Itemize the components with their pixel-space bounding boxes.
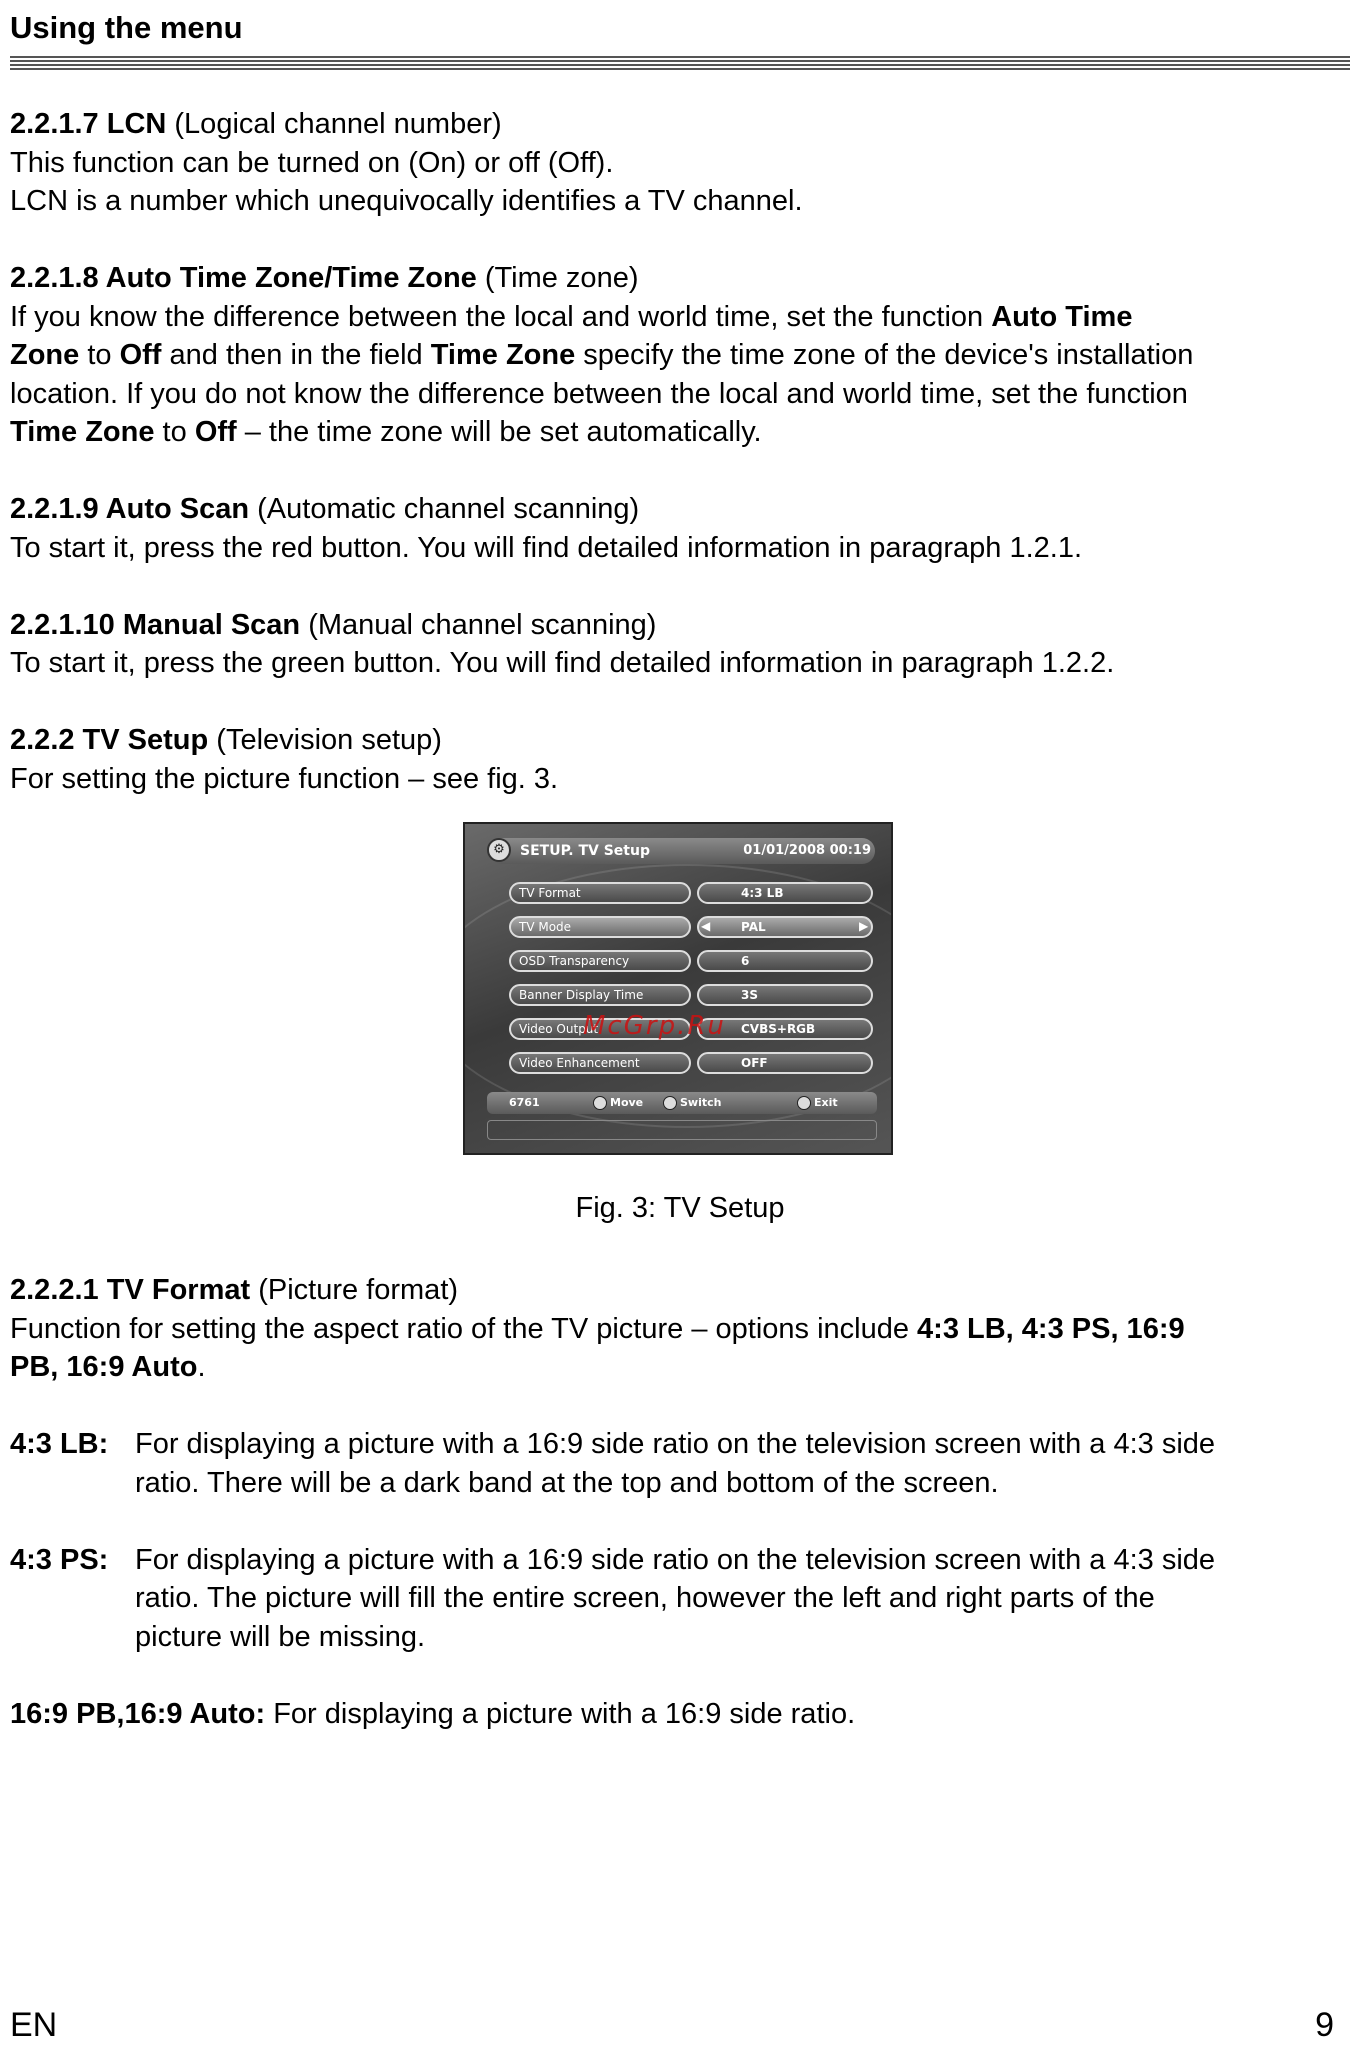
header-rule [10, 56, 1350, 70]
timezone-heading-number: 2.2.1.8 Auto Time Zone/Time Zone [10, 262, 477, 294]
def-16-9-line [10, 1695, 1350, 1734]
menu-row-value: 3S [697, 984, 873, 1006]
timezone-line-2-bold-a: Zone [10, 339, 80, 371]
timezone-line-4 [10, 413, 1350, 452]
manualscan-line-1: To start it, press the green button. You will find detailed information in paragraph 1.2.2. [10, 647, 1115, 679]
tvformat-line-1 [10, 1310, 1350, 1349]
page-number: 9 [1315, 2006, 1334, 2044]
autoscan-line-1: To start it, press the red button. You will find detailed information in paragraph 1.2.1. [10, 531, 1083, 564]
menu-row-label: TV Format [509, 882, 691, 904]
menu-row-banner-display-time[interactable] [509, 984, 873, 1006]
autoscan-heading-desc: (Automatic channel scanning) [249, 493, 640, 525]
menu-row-value: PAL [697, 916, 873, 938]
def-text-4-3-lb-1: For displaying a picture with a 16:9 side ratio on the television screen with a 4:3 side [135, 1428, 1216, 1460]
footer-exit-label: Exit [814, 1096, 838, 1109]
tvformat-line-2-dot: . [197, 1351, 206, 1383]
def-text-16-9: For displaying a picture with a 16:9 side ratio. [265, 1697, 856, 1730]
footer-switch-label: Switch [680, 1096, 722, 1109]
screen-datetime: 01/01/2008 00:19 [743, 843, 871, 858]
timezone-heading-desc: (Time zone) [476, 262, 639, 294]
page-header-title: Using the menu [10, 10, 243, 45]
menu-row-label: TV Mode [509, 916, 691, 938]
timezone-line-1 [10, 298, 1350, 337]
menu-row-value: 4:3 LB [697, 882, 873, 904]
screen-title: SETUP. TV Setup [520, 843, 650, 859]
menu-row-osd-transparency[interactable] [509, 950, 873, 972]
manualscan-heading-desc: (Manual channel scanning) [300, 608, 657, 641]
footer-exit-hint [797, 1096, 838, 1110]
tvsetup-heading-desc: (Television setup) [208, 724, 442, 756]
def-term-4-3-lb: 4:3 LB: [10, 1428, 109, 1460]
timezone-line-1-text: If you know the difference between the local and world time, set the function [10, 300, 992, 333]
menu-row-tv-mode[interactable] [509, 916, 873, 938]
timezone-line-1-bold: Auto Time [991, 300, 1133, 333]
lcn-line-2: LCN is a number which unequivocally identifies a TV channel. [10, 185, 803, 217]
timezone-line-2-text-d: and then in the field [161, 339, 431, 371]
tvformat-line-2 [10, 1348, 1350, 1387]
def-text-4-3-ps-1: For displaying a picture with a 16:9 side ratio on the television screen with a 4:3 side [135, 1543, 1216, 1576]
def-term-16-9: 16:9 PB,16:9 Auto: [10, 1697, 266, 1730]
footer-move-hint [593, 1096, 643, 1110]
menu-row-label: Banner Display Time [509, 984, 691, 1006]
def-term-4-3-ps: 4:3 PS: [10, 1543, 109, 1576]
menu-row-video-enhancement[interactable] [509, 1052, 873, 1074]
timezone-line-2 [10, 336, 1350, 375]
screen-info-line [487, 1120, 877, 1140]
tvformat-line-1-text: Function for setting the aspect ratio of the TV picture – options include [10, 1312, 918, 1345]
timezone-line-2-text-b: to [79, 339, 120, 371]
menu-row-label: OSD Transparency [509, 950, 691, 972]
tvformat-heading-desc: (Picture format) [250, 1274, 459, 1306]
tvsetup-heading [10, 721, 1350, 760]
tvformat-heading-number: 2.2.2.1 TV Format [10, 1274, 251, 1306]
autoscan-heading-number: 2.2.1.9 Auto Scan [10, 493, 250, 525]
tvformat-line-1-bold: 4:3 LB, 4:3 PS, 16:9 [917, 1312, 1185, 1345]
move-button-icon [593, 1096, 607, 1110]
menu-row-label: Video Enhancement [509, 1052, 691, 1074]
menu-row-value: 6 [697, 950, 873, 972]
footer-language: EN [10, 2006, 58, 2044]
timezone-line-2-text-f: specify the time zone of the device's installation [575, 339, 1194, 371]
menu-row-label: Video Output [509, 1018, 691, 1040]
timezone-line-4-text-b: to [154, 416, 195, 448]
lcn-heading-desc: (Logical channel number) [166, 108, 502, 140]
manualscan-heading-number: 2.2.1.10 Manual Scan [10, 608, 301, 641]
def-text-4-3-lb-2: ratio. There will be a dark band at the top and bottom of the screen. [135, 1466, 999, 1499]
autoscan-heading [10, 490, 1350, 529]
lcn-line-1: This function can be turned on (On) or off (Off). [10, 146, 614, 179]
footer-switch-hint [663, 1096, 721, 1110]
manualscan-heading [10, 606, 1350, 645]
timezone-line-3: location. If you do not know the difference between the local and world time, set the function [10, 377, 1188, 410]
timezone-line-4-bold-a: Time Zone [10, 416, 155, 448]
footer-code: 6761 [509, 1096, 540, 1109]
tvformat-heading [10, 1271, 1350, 1310]
left-arrow-icon: ◀ [701, 919, 711, 933]
switch-button-icon [663, 1096, 677, 1110]
watermark: McGrp.Ru [583, 1011, 726, 1041]
footer-move-label: Move [610, 1096, 644, 1109]
menu-row-value: CVBS+RGB [697, 1018, 873, 1040]
def-text-4-3-ps-3: picture will be missing. [135, 1620, 426, 1653]
timezone-line-4-bold-c: Off [194, 416, 237, 448]
lcn-heading [10, 105, 1350, 144]
tvformat-line-2-bold: PB, 16:9 Auto [10, 1351, 198, 1383]
setup-tool-icon: ⚙ [487, 838, 511, 862]
def-text-4-3-ps-2: ratio. The picture will fill the entire screen, however the left and right parts of the [135, 1582, 1155, 1614]
timezone-line-4-text-d: – the time zone will be set automatically. [236, 416, 762, 448]
menu-row-tv-format[interactable] [509, 882, 873, 904]
menu-row-value: OFF [697, 1052, 873, 1074]
lcn-heading-number: 2.2.1.7 LCN [10, 108, 167, 140]
right-arrow-icon: ▶ [859, 919, 869, 933]
screen-footer-bar [487, 1092, 877, 1114]
figure-caption: Fig. 3: TV Setup [575, 1192, 785, 1224]
timezone-line-2-bold-c: Off [119, 339, 162, 371]
tvsetup-line-1: For setting the picture function – see fig. 3. [10, 762, 559, 795]
timezone-heading [10, 259, 1350, 298]
tv-setup-screenshot [463, 822, 893, 1155]
tvsetup-heading-number: 2.2.2 TV Setup [10, 724, 209, 756]
exit-button-icon [797, 1096, 811, 1110]
timezone-line-2-bold-e: Time Zone [430, 339, 576, 371]
